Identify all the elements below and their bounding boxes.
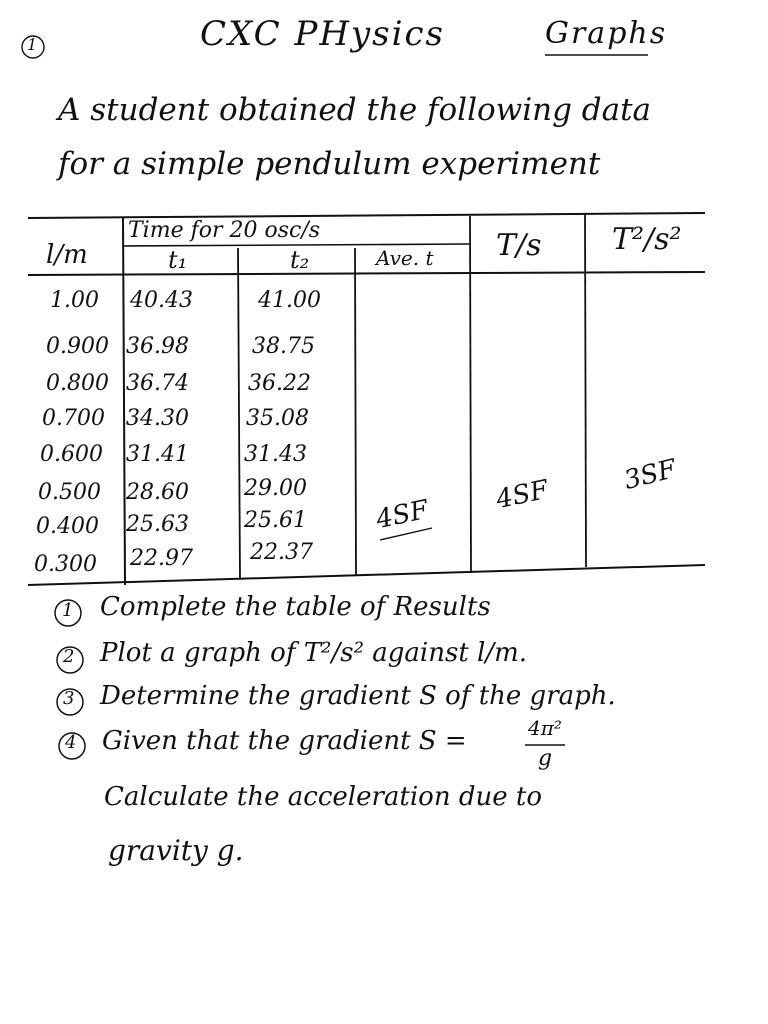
cell-t2: 38.75: [252, 334, 315, 359]
cell-t2: 29.00: [244, 476, 307, 501]
header-t2: t₂: [290, 246, 310, 274]
intro-line-2: for a simple pendulum experiment: [58, 146, 601, 182]
intro-line-1: A student obtained the following data: [58, 92, 652, 128]
cell-length: 0.300: [34, 552, 97, 577]
cell-t2: 36.22: [248, 371, 311, 396]
cell-t1: 36.98: [126, 334, 189, 359]
question-text: Determine the gradient S of the graph.: [100, 681, 616, 711]
cell-t2: 31.43: [244, 442, 307, 467]
header-t1: t₁: [168, 246, 188, 274]
question-text: Plot a graph of T²/s² against l/m.: [100, 638, 528, 668]
question-number: 2: [63, 646, 75, 667]
cell-t1: 40.43: [130, 288, 193, 313]
header-period-squared: T²/s²: [612, 222, 682, 257]
header-time-group: Time for 20 osc/s: [128, 218, 321, 243]
cell-length: 0.600: [40, 442, 103, 467]
question-text: Complete the table of Results: [100, 592, 491, 622]
cell-t1: 31.41: [126, 442, 189, 467]
cell-length: 0.500: [38, 480, 101, 505]
question-number: 4: [65, 732, 77, 753]
cell-t2: 22.37: [250, 540, 313, 565]
header-length: l/m: [46, 240, 88, 270]
formula-numerator: 4π²: [528, 716, 562, 740]
header-period: T/s: [496, 228, 542, 263]
cell-length: 1.00: [50, 288, 99, 313]
cell-length: 0.700: [42, 406, 105, 431]
question-number: 3: [63, 688, 75, 709]
cell-t1: 25.63: [126, 512, 189, 537]
closing-line-2: gravity g.: [108, 834, 244, 867]
question-text: Given that the gradient S =: [102, 726, 467, 756]
cell-t2: 35.08: [246, 406, 309, 431]
sig-fig-note-period-squared: 3SF: [621, 454, 680, 496]
cell-length: 0.900: [46, 334, 109, 359]
cell-t2: 25.61: [244, 508, 307, 533]
cell-t1: 22.97: [130, 546, 193, 571]
question-number: 1: [62, 600, 74, 621]
cell-t1: 28.60: [126, 480, 189, 505]
page-number: 1: [27, 35, 38, 54]
closing-line-1: Calculate the acceleration due to: [104, 782, 542, 812]
cell-length: 0.400: [36, 514, 99, 539]
sig-fig-note-ave: 4SF: [373, 494, 431, 536]
page-title: CXC PHysics: [200, 14, 445, 54]
cell-length: 0.800: [46, 371, 109, 396]
page-title-graphs: Graphs: [545, 16, 668, 51]
cell-t1: 36.74: [126, 371, 189, 396]
formula-denominator: g: [538, 746, 553, 771]
header-ave-t: Ave. t: [376, 246, 434, 270]
cell-t2: 41.00: [258, 288, 321, 313]
sig-fig-note-period: 4SF: [493, 474, 551, 516]
cell-t1: 34.30: [126, 406, 189, 431]
